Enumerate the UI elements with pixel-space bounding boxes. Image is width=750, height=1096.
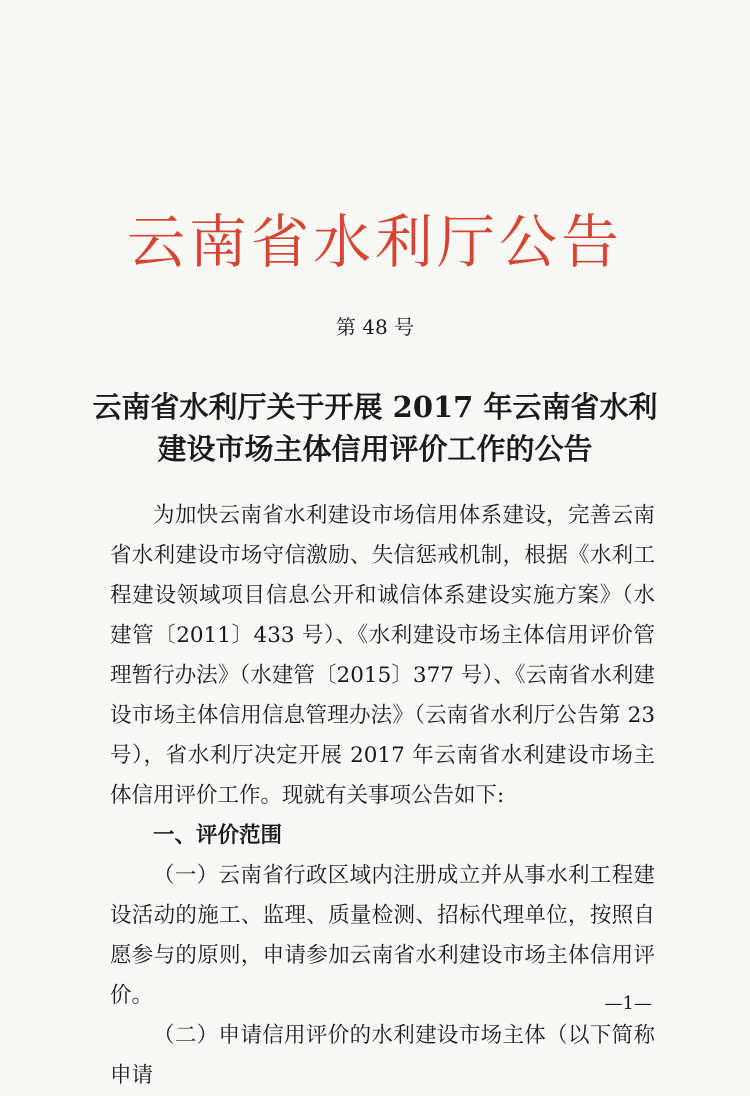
title-line-1: 云南省水利厅关于开展 2017 年云南省水利	[92, 390, 658, 424]
masthead-title: 云南省水利厅公告	[126, 208, 623, 276]
title-line-2: 建设市场主体信用评价工作的公告	[157, 432, 593, 466]
body-text	[110, 496, 655, 1096]
intro-paragraph: 为加快云南省水利建设市场信用体系建设，完善云南省水利建设市场守信激励、失信惩戒机制，根据《水利工程建设领域项目信息公开和诚信体系建设实施方案》（水建管〔2011〕433 号）、《水利建设市场主体信用评价管理暂行办法》（水建管〔2015〕377 号）、《云南省水利建设市场主体信用信息管理办法》（云南省水利厅公告第 23 号），省水利厅决定开展 2017 年云南省水利建设市场主体信用评价工作。现就有关事项公告如下:	[110, 503, 655, 808]
scope-item-1: （一）云南省行政区域内注册成立并从事水利工程建设活动的施工、监理、质量检测、招标代理单位，按照自愿参与的原则，申请参加云南省水利建设市场主体信用评价。	[110, 863, 655, 1008]
scope-item-2: （二）申请信用评价的水利建设市场主体（以下简称申请	[110, 1023, 655, 1088]
document-title	[60, 386, 690, 470]
section-heading-scope: 一、评价范围	[153, 823, 283, 848]
document-number: 第 48 号	[335, 315, 415, 339]
page-number: —1—	[604, 993, 652, 1014]
